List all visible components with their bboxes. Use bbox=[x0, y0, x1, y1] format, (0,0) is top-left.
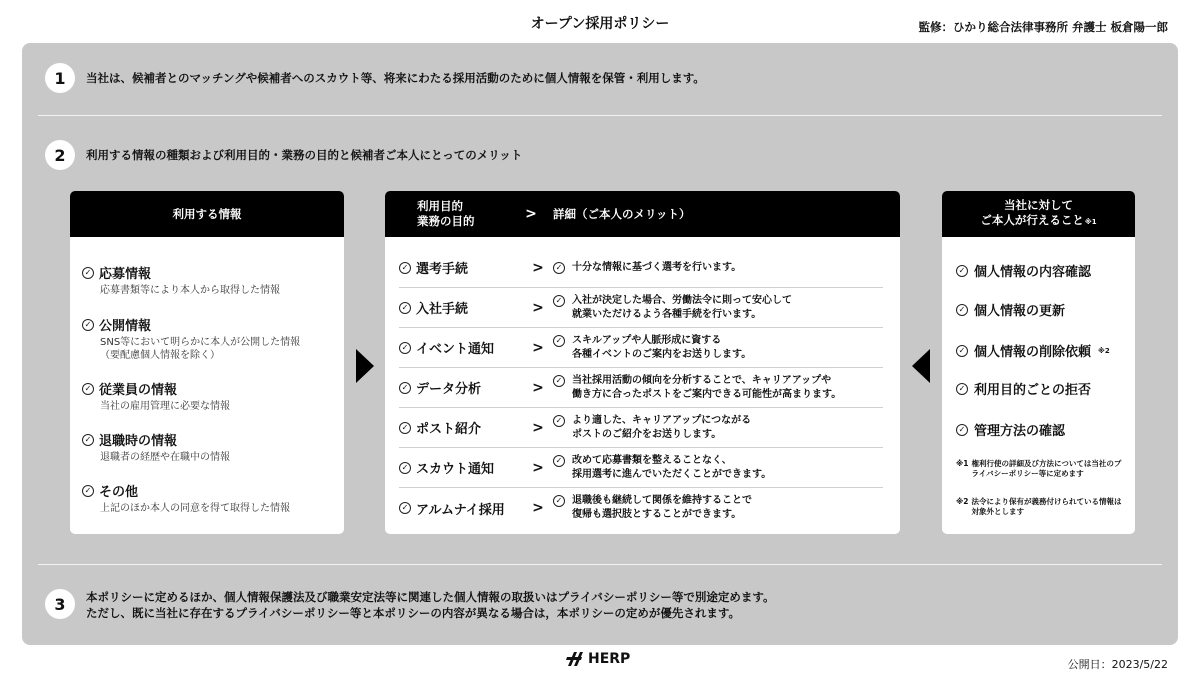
check-circle-icon: ✓ bbox=[82, 434, 94, 446]
rights-card bbox=[942, 191, 1135, 534]
chevron-right-icon: > bbox=[532, 379, 544, 396]
info-item-desc: 応募書類等により本人から取得した情報 bbox=[100, 285, 280, 296]
right-item bbox=[956, 300, 1065, 319]
footnote-text: 権利行使の詳細及び方法については当社のプライバシーポリシー等に定めます bbox=[971, 459, 1122, 478]
purpose-label: 選考手続 bbox=[416, 262, 469, 277]
purpose-detail: スキルアップや人脈形成に資する 各種イベントのご案内をお送りします。 bbox=[572, 334, 752, 360]
check-circle-icon: ✓ bbox=[82, 319, 94, 331]
section-3-line1: 本ポリシーに定めるほか、個人情報保護法及び職業安定法等に関連した個人情報の取扱いはプライバシーポリシー等で別途定めます。 bbox=[86, 590, 775, 604]
right-item-label: 個人情報の内容確認 bbox=[974, 265, 1092, 280]
herp-logo bbox=[566, 651, 630, 667]
right-item-label: 管理方法の確認 bbox=[974, 424, 1066, 439]
chevron-right-icon: > bbox=[532, 500, 544, 516]
divider bbox=[38, 115, 1162, 116]
purpose-detail: 当社採用活動の傾向を分析することで、キャリアアップや 働き方に合ったポストをご案内できる可能性が高まります。 bbox=[572, 374, 842, 400]
chevron-right-icon: > bbox=[532, 419, 544, 436]
purpose-row bbox=[399, 368, 883, 408]
purpose-row bbox=[399, 328, 883, 368]
check-circle-icon: ✓ bbox=[553, 295, 565, 307]
purpose-label: ポスト紹介 bbox=[416, 422, 482, 437]
info-item bbox=[82, 430, 230, 464]
chevron-right-icon: > bbox=[532, 259, 544, 276]
purpose-row bbox=[399, 408, 883, 448]
purpose-row bbox=[399, 248, 883, 288]
purpose-heading bbox=[385, 191, 900, 237]
triangle-arrow-icon bbox=[912, 349, 930, 383]
divider bbox=[38, 564, 1162, 565]
footnote bbox=[956, 497, 1126, 517]
info-item-title: 退職時の情報 bbox=[99, 434, 178, 449]
purpose-heading-purpose: 利用目的 業務の目的 bbox=[417, 199, 475, 228]
right-item-label: 個人情報の更新 bbox=[974, 304, 1066, 319]
purpose-detail: 十分な情報に基づく選考を行います。 bbox=[572, 261, 742, 273]
check-circle-icon: ✓ bbox=[399, 462, 411, 474]
footnote-mark: ※1 bbox=[956, 459, 969, 468]
right-item-label: 個人情報の削除依頼 bbox=[974, 345, 1092, 360]
check-circle-icon: ✓ bbox=[956, 383, 968, 395]
purpose-heading-detail: 詳細（ご本人のメリット） bbox=[553, 206, 691, 221]
info-types-heading: 利用する情報 bbox=[70, 191, 344, 237]
purpose-detail: より適した、キャリアアップにつながる ポストのご紹介をお送りします。 bbox=[572, 414, 752, 440]
chevron-right-icon: > bbox=[532, 299, 544, 316]
right-item bbox=[956, 379, 1091, 398]
info-item bbox=[82, 481, 290, 515]
section-2-text: 利用する情報の種類および利用目的・業務の目的と候補者ご本人にとってのメリット bbox=[86, 148, 523, 162]
info-item bbox=[82, 379, 230, 413]
purpose-row bbox=[399, 448, 883, 488]
check-circle-icon: ✓ bbox=[553, 375, 565, 387]
purpose-row bbox=[399, 288, 883, 328]
check-circle-icon: ✓ bbox=[553, 335, 565, 347]
footnote bbox=[956, 459, 1126, 479]
check-circle-icon: ✓ bbox=[956, 304, 968, 316]
purpose-label: 入社手続 bbox=[416, 302, 469, 317]
footnote-text: 法令により保有が義務付けられている情報は対象外とします bbox=[971, 497, 1122, 516]
purpose-detail: 改めて応募書類を整えることなく、 採用選考に進んでいただくことができます。 bbox=[572, 454, 772, 480]
rights-heading bbox=[942, 191, 1135, 237]
info-item-desc: 当社の雇用管理に必要な情報 bbox=[100, 401, 230, 412]
info-item-title: 公開情報 bbox=[99, 319, 152, 334]
info-item-desc: 退職者の経歴や在職中の情報 bbox=[100, 452, 230, 463]
check-circle-icon: ✓ bbox=[399, 342, 411, 354]
right-item bbox=[956, 261, 1091, 280]
section-3-line2: ただし、既に当社に存在するプライバシーポリシー等と本ポリシーの内容が異なる場合は，本ポリシーの定めが優先されます。 bbox=[86, 606, 740, 620]
section-3-number: 3 bbox=[45, 589, 75, 619]
published-date: 公開日：2023/5/22 bbox=[1067, 658, 1168, 671]
check-circle-icon: ✓ bbox=[399, 382, 411, 394]
purpose-label: イベント通知 bbox=[416, 342, 495, 357]
policy-panel bbox=[22, 43, 1178, 645]
check-circle-icon: ✓ bbox=[956, 345, 968, 357]
check-circle-icon: ✓ bbox=[399, 502, 411, 514]
footnote-mark: ※2 bbox=[1098, 346, 1110, 355]
purpose-label: アルムナイ採用 bbox=[416, 502, 505, 518]
purpose-row bbox=[399, 488, 883, 528]
chevron-right-icon: > bbox=[532, 459, 544, 476]
info-item-title: 従業員の情報 bbox=[99, 383, 178, 398]
supervisor-credit: 監修：ひかり総合法律事務所 弁護士 板倉陽一郎 bbox=[918, 20, 1168, 34]
herp-logo-icon bbox=[566, 651, 584, 667]
right-item bbox=[956, 341, 1110, 360]
right-item bbox=[956, 420, 1065, 439]
check-circle-icon: ✓ bbox=[956, 424, 968, 436]
footnote-mark: ※1 bbox=[1084, 218, 1097, 226]
check-circle-icon: ✓ bbox=[82, 485, 94, 497]
info-item-desc: SNS等において明らかに本人が公開した情報 （要配慮個人情報を除く） bbox=[100, 337, 301, 361]
logo-text: HERP bbox=[588, 651, 631, 667]
info-item bbox=[82, 263, 280, 297]
rights-heading-line2: ご本人が行えること bbox=[980, 213, 1084, 227]
triangle-arrow-icon bbox=[356, 349, 374, 383]
info-item-title: その他 bbox=[99, 485, 139, 500]
section-1-number: 1 bbox=[45, 63, 75, 93]
purpose-card bbox=[385, 191, 900, 534]
purpose-detail: 退職後も継続して関係を維持することで 復帰も選択肢とすることができます。 bbox=[572, 495, 752, 520]
check-circle-icon: ✓ bbox=[399, 422, 411, 434]
info-item-title: 応募情報 bbox=[99, 267, 152, 282]
chevron-right-icon: > bbox=[525, 205, 537, 222]
section-2-number: 2 bbox=[45, 140, 75, 170]
check-circle-icon: ✓ bbox=[399, 302, 411, 314]
check-circle-icon: ✓ bbox=[553, 415, 565, 427]
section-1-text: 当社は、候補者とのマッチングや候補者へのスカウト等、将来にわたる採用活動のために個人情報を保管・利用します。 bbox=[86, 71, 705, 85]
rights-heading-line1: 当社に対して bbox=[1004, 198, 1073, 212]
info-types-card bbox=[70, 191, 344, 534]
check-circle-icon: ✓ bbox=[399, 262, 411, 274]
purpose-label: スカウト通知 bbox=[416, 462, 495, 477]
chevron-right-icon: > bbox=[532, 339, 544, 356]
right-item-label: 利用目的ごとの拒否 bbox=[974, 383, 1092, 398]
check-circle-icon: ✓ bbox=[553, 455, 565, 467]
footnote-mark: ※2 bbox=[956, 497, 969, 506]
check-circle-icon: ✓ bbox=[82, 383, 94, 395]
page-title: オープン採用ポリシー bbox=[530, 16, 670, 32]
purpose-label: データ分析 bbox=[416, 382, 482, 397]
check-circle-icon: ✓ bbox=[956, 265, 968, 277]
info-item bbox=[82, 315, 300, 362]
check-circle-icon: ✓ bbox=[553, 495, 565, 507]
check-circle-icon: ✓ bbox=[553, 262, 565, 274]
purpose-detail: 入社が決定した場合、労働法令に則って安心して 就業いただけるよう各種手続を行います。 bbox=[572, 294, 792, 320]
info-item-desc: 上記のほか本人の同意を得て取得した情報 bbox=[100, 503, 290, 514]
check-circle-icon: ✓ bbox=[82, 267, 94, 279]
